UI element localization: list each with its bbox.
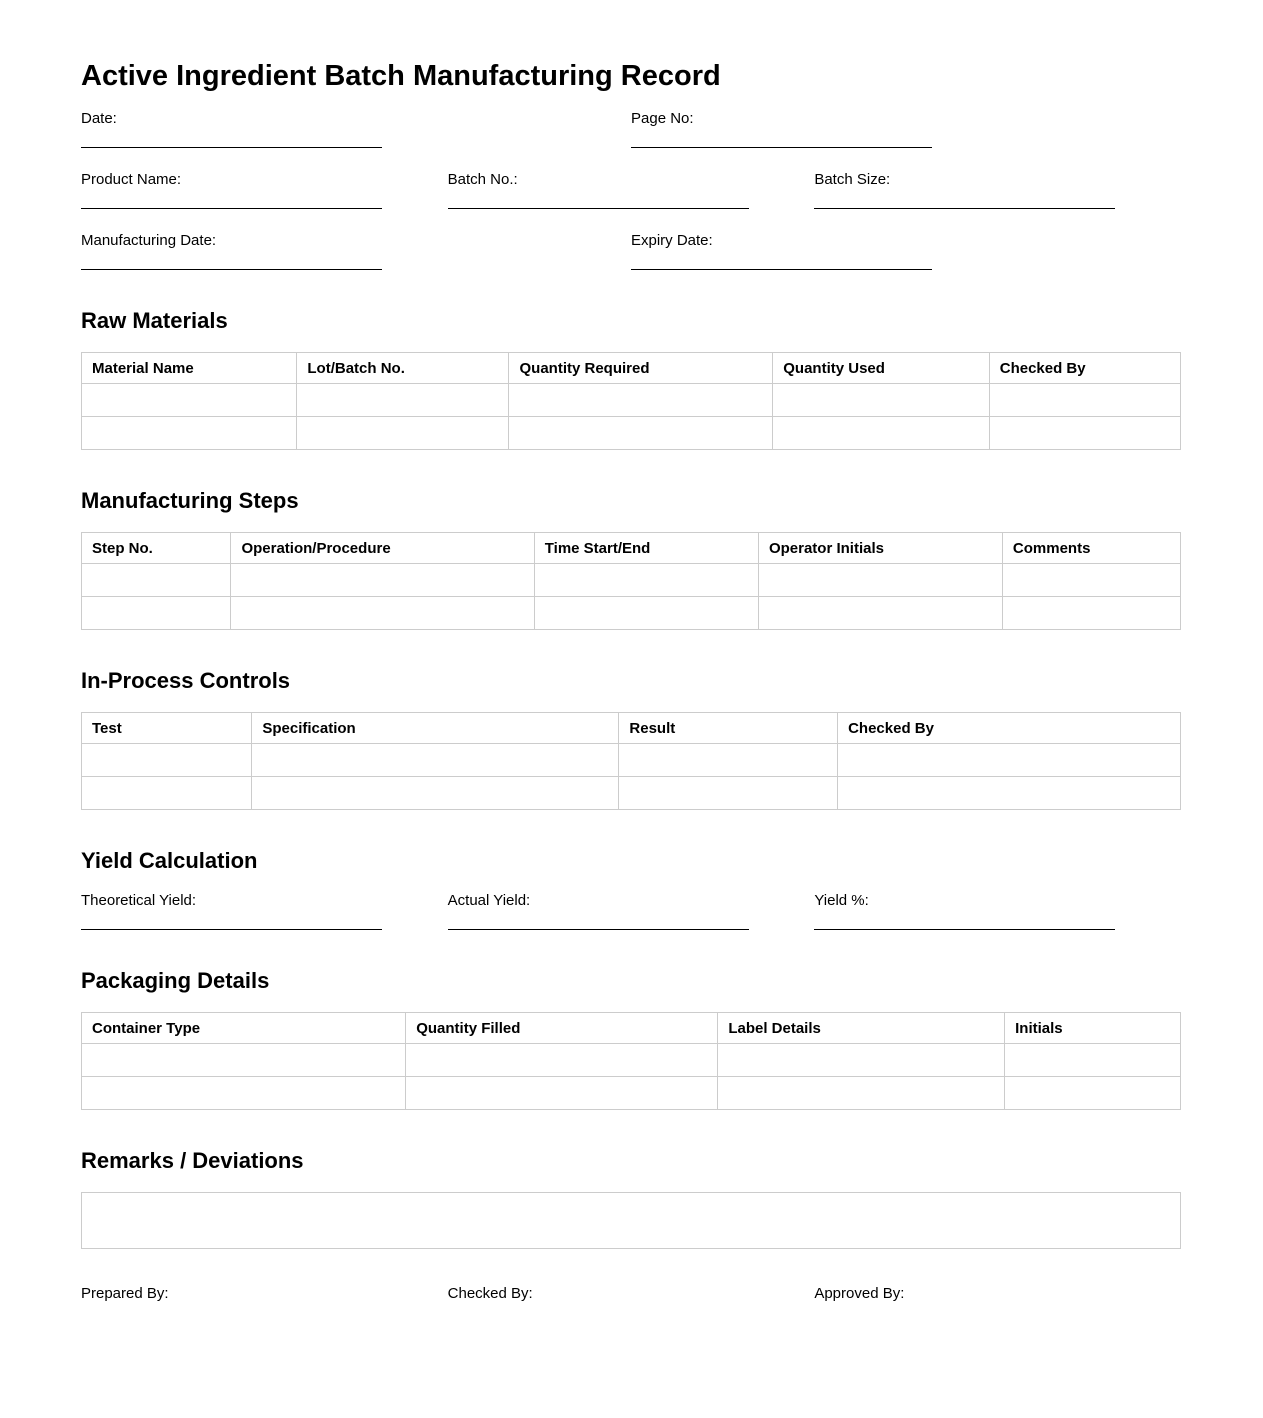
field-batch-size [814, 171, 1181, 209]
column-header: Initials [1005, 1013, 1181, 1044]
table-row [82, 417, 1181, 450]
table-cell [509, 417, 773, 450]
column-header: Label Details [718, 1013, 1005, 1044]
table-cell [773, 384, 990, 417]
table-row [82, 597, 1181, 630]
column-header: Material Name [82, 353, 297, 384]
table-row [82, 384, 1181, 417]
field-expiry-date [631, 232, 1181, 270]
table-cell [989, 417, 1180, 450]
table-cell [1005, 1044, 1181, 1077]
manufacturing-date-label: Manufacturing Date: [81, 232, 217, 250]
in-process-controls-table [81, 712, 1181, 810]
table-cell [297, 384, 509, 417]
table-cell [82, 1044, 406, 1077]
table-cell [231, 564, 534, 597]
in-process-controls-header-row [82, 713, 1181, 744]
table-cell [619, 777, 838, 810]
column-header: Specification [252, 713, 619, 744]
raw-materials-table [81, 352, 1181, 450]
table-cell [82, 777, 252, 810]
checked-by-label: Checked By: [447, 1285, 533, 1303]
column-header: Lot/Batch No. [297, 353, 509, 384]
table-cell [82, 417, 297, 450]
field-date [81, 110, 631, 148]
table-cell [406, 1044, 718, 1077]
table-row [82, 564, 1181, 597]
table-cell [252, 744, 619, 777]
page-no-fill-line [631, 128, 932, 148]
table-cell [406, 1077, 718, 1110]
table-cell [82, 564, 231, 597]
table-cell [534, 597, 758, 630]
table-cell [297, 417, 509, 450]
packaging-details-header-row [82, 1013, 1181, 1044]
batch-no-label: Batch No.: [447, 171, 518, 189]
column-header: Operation/Procedure [231, 533, 534, 564]
yield-percent-label: Yield %: [814, 892, 869, 910]
expiry-date-fill-line [631, 250, 932, 270]
manufacturing-date-fill-line [81, 250, 382, 270]
table-cell [534, 564, 758, 597]
field-page-no [631, 110, 1181, 148]
field-yield-percent [814, 892, 1181, 930]
column-header: Quantity Used [773, 353, 990, 384]
table-cell [509, 384, 773, 417]
manufacturing-steps-table [81, 532, 1181, 630]
in-process-controls-heading: In-Process Controls [81, 668, 291, 694]
date-label: Date: [81, 110, 117, 128]
table-cell [1002, 564, 1180, 597]
table-cell [252, 777, 619, 810]
column-header: Checked By [989, 353, 1180, 384]
field-product-name [81, 171, 448, 209]
manufacturing-steps-heading: Manufacturing Steps [81, 488, 299, 514]
page-title: Active Ingredient Batch Manufacturing Record [81, 60, 721, 92]
remarks-heading: Remarks / Deviations [81, 1148, 304, 1174]
table-cell [718, 1044, 1005, 1077]
column-header: Result [619, 713, 838, 744]
packaging-details-heading: Packaging Details [81, 968, 270, 994]
field-theoretical-yield [81, 892, 448, 930]
table-cell [838, 777, 1181, 810]
raw-materials-heading: Raw Materials [81, 308, 228, 334]
batch-record-document [81, 60, 1181, 1303]
table-cell [231, 597, 534, 630]
actual-yield-label: Actual Yield: [447, 892, 531, 910]
manufacturing-steps-header-row [82, 533, 1181, 564]
signature-row [81, 1285, 1181, 1303]
table-row [82, 777, 1181, 810]
column-header: Quantity Filled [406, 1013, 718, 1044]
header-field-row-2 [81, 171, 1181, 209]
batch-size-label: Batch Size: [814, 171, 891, 189]
table-cell [82, 744, 252, 777]
field-manufacturing-date [81, 232, 631, 270]
table-cell [989, 384, 1180, 417]
yield-field-row [81, 892, 1181, 930]
yield-calculation-heading: Yield Calculation [81, 848, 258, 874]
product-name-label: Product Name: [81, 171, 182, 189]
field-actual-yield [448, 892, 815, 930]
theoretical-yield-fill-line [81, 910, 382, 930]
raw-materials-header-row [82, 353, 1181, 384]
yield-percent-fill-line [814, 910, 1115, 930]
header-field-row-3 [81, 232, 1181, 270]
field-batch-no [448, 171, 815, 209]
column-header: Time Start/End [534, 533, 758, 564]
prepared-by-label: Prepared By: [81, 1285, 169, 1303]
column-header: Checked By [838, 713, 1181, 744]
table-cell [82, 384, 297, 417]
column-header: Operator Initials [758, 533, 1002, 564]
column-header: Container Type [82, 1013, 406, 1044]
table-cell [838, 744, 1181, 777]
table-cell [82, 597, 231, 630]
table-cell [773, 417, 990, 450]
column-header: Test [82, 713, 252, 744]
table-cell [758, 564, 1002, 597]
batch-no-fill-line [448, 189, 749, 209]
batch-size-fill-line [814, 189, 1115, 209]
actual-yield-fill-line [448, 910, 749, 930]
table-row [82, 744, 1181, 777]
table-cell [1005, 1077, 1181, 1110]
product-name-fill-line [81, 189, 382, 209]
expiry-date-label: Expiry Date: [631, 232, 713, 250]
column-header: Step No. [82, 533, 231, 564]
table-cell [758, 597, 1002, 630]
theoretical-yield-label: Theoretical Yield: [81, 892, 197, 910]
remarks-box [81, 1192, 1181, 1249]
table-cell [619, 744, 838, 777]
date-fill-line [81, 128, 382, 148]
table-cell [718, 1077, 1005, 1110]
table-cell [1002, 597, 1180, 630]
page-no-label: Page No: [631, 110, 694, 128]
table-cell [82, 1077, 406, 1110]
column-header: Quantity Required [509, 353, 773, 384]
column-header: Comments [1002, 533, 1180, 564]
packaging-details-table [81, 1012, 1181, 1110]
table-row [82, 1077, 1181, 1110]
table-row [82, 1044, 1181, 1077]
header-field-row-1 [81, 110, 1181, 148]
approved-by-label: Approved By: [814, 1285, 905, 1303]
